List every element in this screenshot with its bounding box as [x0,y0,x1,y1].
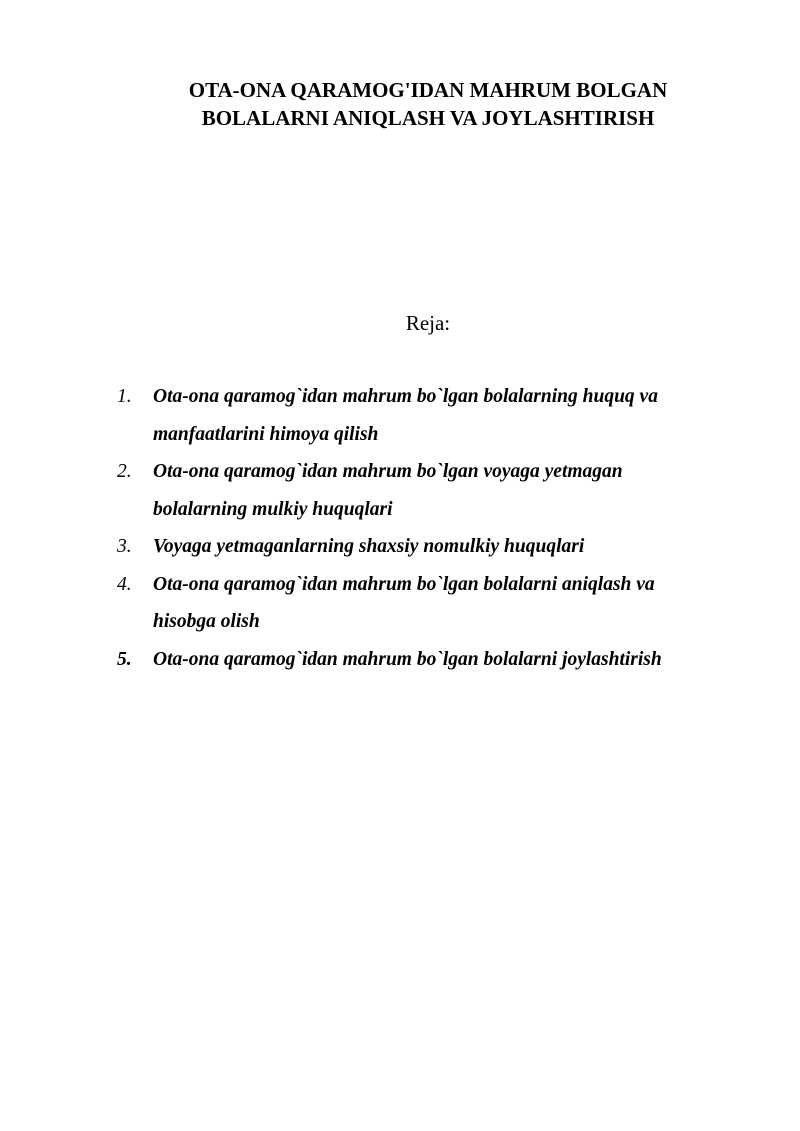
plan-item-text: Ota-ona qaramog`idan mahrum bo`lgan bolalarni joylashtirish [153,648,662,670]
plan-item-text: hisobga olish [153,611,260,632]
plan-item-text: manfaatlarini himoya qilish [153,423,379,445]
plan-item-text: Ota-ona qaramog`idan mahrum bo`lgan bolalarning huquq va [153,386,658,407]
plan-item-number: 5. [117,648,132,670]
document-title-line-1: OTA-ONA QARAMOG'IDAN MAHRUM BOLGAN [188,78,668,102]
plan-heading: Reja: [405,311,451,335]
plan-list [0,378,800,678]
plan-item-text: bolalarning mulkiy huquqlari [153,498,393,520]
plan-item-4 [0,566,800,641]
plan-item-number: 3. [117,536,132,557]
plan-item-number: 2. [117,461,132,482]
plan-item-1 [0,378,800,453]
plan-item-2 [0,453,800,528]
plan-item-number: 4. [117,573,132,595]
plan-item-text: Voyaga yetmaganlarning shaxsiy nomulkiy huquqlari [153,536,585,557]
plan-item-text: Ota-ona qaramog`idan mahrum bo`lgan voyaga yetmagan [153,461,623,482]
plan-item-text: Ota-ona qaramog`idan mahrum bo`lgan bolalarni aniqlash va [153,573,655,595]
plan-item-3 [0,528,800,566]
document-title-line-2: BOLALARNI ANIQLASH VA JOYLASHTIRISH [201,106,655,130]
plan-item-5 [0,641,800,679]
document-title [110,76,746,132]
plan-item-number: 1. [117,386,132,407]
